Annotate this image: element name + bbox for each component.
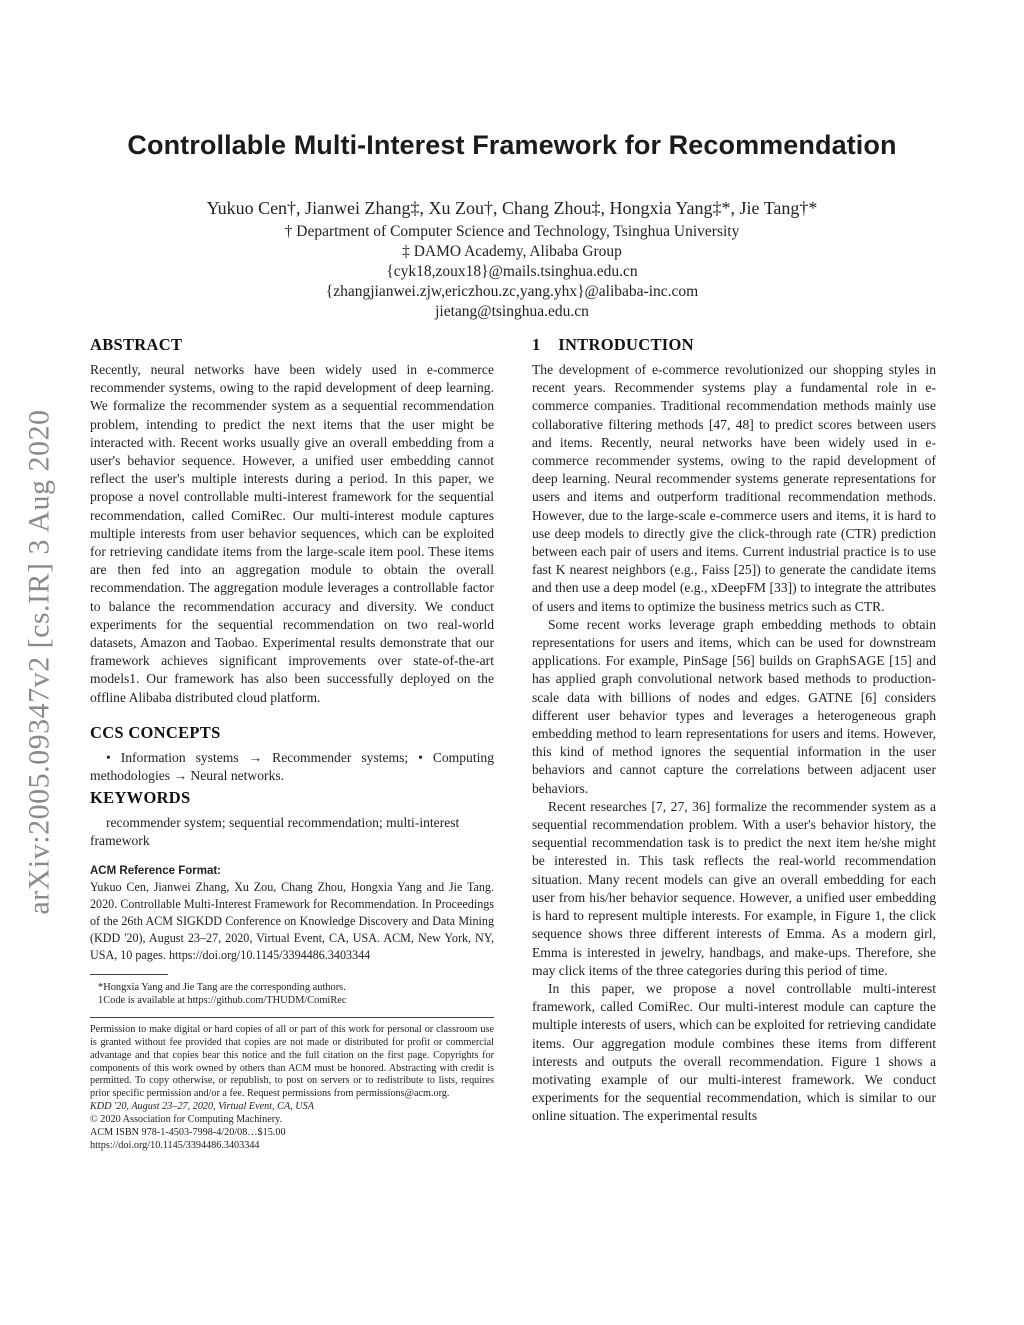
email-alibaba: {zhangjianwei.zjw,ericzhou.zc,yang.yhx}@alibaba-inc.com — [325, 283, 699, 300]
isbn-line: ACM ISBN 978-1-4503-7998-4/20/08…$15.00 — [90, 1127, 286, 1139]
keywords-heading: KEYWORDS — [90, 787, 191, 807]
acm-reference-text: Yukuo Cen, Jianwei Zhang, Xu Zou, Chang Zhou, Hongxia Yang and Jie Tang. 2020. Controllable Multi-Interest Framework for Recommendation. In Proceedings of the 26th ACM SIGKDD Conference on Knowledge Discovery and Data Mining (KDD '20), August 23–27, 2020, Virtual Event, CA, USA. ACM, New York, NY, USA, 10 pages. https://doi.org/10.1145/3394486.3403344 — [90, 879, 494, 962]
permission-text: Permission to make digital or hard copies of all or part of this work for personal or classroom use is granted without fee provided that copies are not made or distributed for profit or commercial advantage and that copies bear this notice and the full citation on the first page. Copyrights for components of this work owned by others than ACM must be honored. Abstracting with credit is permitted. To copy otherwise, or republish, to post on servers or to redistribute to lists, requires prior specific permission and/or a fee. Request permissions from permissions@acm.org. — [90, 1023, 494, 1100]
keywords-text: recommender system; sequential recommendation; multi-interest framework — [90, 814, 460, 849]
acm-reference-heading: ACM Reference Format: — [90, 864, 221, 877]
abstract-text: Recently, neural networks have been widely used in e-commerce recommender systems, owing to the rapid development of deep learning. We formalize the recommender system as a sequential recommendation problem, intending to predict the next items that the user might be interacted with. Recent works usually give an overall embedding from a user's behavior sequence. However, a unified user embedding cannot reflect the user's multiple interests during a period. In this paper, we propose a novel controllable multi-interest framework for the sequential recommendation, called ComiRec. Our multi-interest module captures multiple interests from user behavior sequences, which can be exploited for retrieving candidate items from the large-scale item pool. These items are then fed into an aggregation module to obtain the overall recommendation. The aggregation module leverages a controllable factor to balance the recommendation accuracy and diversity. We conduct experiments for the sequential recommendation on two real-world datasets, Amazon and Taobao. Experimental results demonstrate that our framework achieves significant improvements over state-of-the-art models1. Our framework has also been successfully deployed on the offline Alibaba distributed cloud platform. — [90, 362, 494, 705]
affiliation-damo: ‡ DAMO Academy, Alibaba Group — [402, 243, 622, 260]
intro-paragraph-2: Some recent works leverage graph embedding methods to obtain representations for users and items, which can be used for downstream applications. For example, PinSage [56] builds on GraphSAGE [15] and has applied graph convolutional network based methods to production-scale data with billions of nodes and edges. GATNE [6] considers different user behavior types and leverages a heterogeneous graph embedding method to learn representations for users and items. However, this kind of method ignores the sequential information in the user behaviors and cannot capture the correlations between adjacent user behaviors. — [532, 616, 936, 796]
intro-paragraph-1: The development of e-commerce revolutionized our shopping styles in recent years. Recommender systems play a fundamental role in e-commerce companies. Traditional recommendation methods mainly use collaborative filtering methods [47, 48] to predict scores between users and items. Recently, neural networks have been widely used in e-commerce recommender systems, owing to the rapid development of deep learning. Neural recommender systems generate representations for users and items and outperform traditional recommendation methods. However, due to the large-scale e-commerce users and items, it is hard to use deep models to directly give the click-through rate (CTR) prediction between each pair of users and items. Current industrial practice is to use fast K nearest neighbors (e.g., Faiss [25]) to generate the candidate items and then use a deep model (e.g., xDeepFM [33]) to integrate the attributes of users and items to optimize the business metrics such as CTR. — [532, 362, 936, 614]
affiliation-tsinghua: † Department of Computer Science and Technology, Tsinghua University — [284, 223, 740, 240]
doi-link[interactable]: https://doi.org/10.1145/3394486.3403344 — [90, 1140, 260, 1152]
email-jietang: jietang@tsinghua.edu.cn — [435, 303, 589, 320]
introduction-heading: 1 INTRODUCTION — [532, 335, 694, 354]
abstract-heading: ABSTRACT — [90, 335, 183, 354]
arxiv-identifier — [22, 362, 58, 962]
arxiv-identifier-text: arXiv:2005.09347v2 [cs.IR] 3 Aug 2020 — [23, 409, 56, 915]
affiliations — [60, 222, 964, 322]
ccs-heading: CCS CONCEPTS — [90, 722, 221, 742]
author-list: Yukuo Cen†, Jianwei Zhang‡, Xu Zou†, Chang Zhou‡, Hongxia Yang‡*, Jie Tang†* — [206, 198, 818, 218]
footnote-divider — [90, 974, 168, 975]
ccs-text: • Information systems → Recommender systems; • Computing methodologies → Neural networks. — [90, 749, 494, 784]
email-tsinghua: {cyk18,zoux18}@mails.tsinghua.edu.cn — [386, 263, 638, 280]
copyright-line: © 2020 Association for Computing Machinery. — [90, 1114, 283, 1126]
footnote-corresponding: *Hongxia Yang and Jie Tang are the corresponding authors. — [98, 981, 346, 993]
right-column — [532, 335, 936, 1126]
intro-paragraph-4: In this paper, we propose a novel controllable multi-interest framework, called ComiRec. Our multi-interest module can capture the multiple interests of users, which can be exploited for retrieving candidate items. Our aggregation module combines these items from different interests and outputs the overall recommendation. Figure 1 shows a motivating example of our multi-interest framework. We conduct experiments for the sequential recommendation, which is similar to our online situation. The experimental results — [532, 980, 936, 1124]
permission-divider — [90, 1017, 494, 1018]
intro-paragraph-3: Recent researches [7, 27, 36] formalize the recommender system as a sequential recommendation problem. With a user's behavior history, the sequential recommendation task is to predict the next item he/she might be interested in. This task reflects the real-world recommendation situation. Many recent models can give an overall embedding for each user from his/her behavior sequence. However, a unified user embedding is hard to represent multiple interests. For example, in Figure 1, the click sequence shows three different interests of Emma. As a modern girl, Emma is interested in jewelry, handbags, and make-ups. Therefore, she may click items of the three categories during this period of time. — [532, 798, 936, 978]
venue-line: KDD '20, August 23–27, 2020, Virtual Event, CA, USA — [90, 1101, 314, 1113]
footnote-code: 1Code is available at https://github.com/THUDM/ComiRec — [98, 994, 347, 1006]
left-column — [90, 335, 494, 1153]
paper-title: Controllable Multi-Interest Framework for Recommendation — [127, 130, 897, 160]
